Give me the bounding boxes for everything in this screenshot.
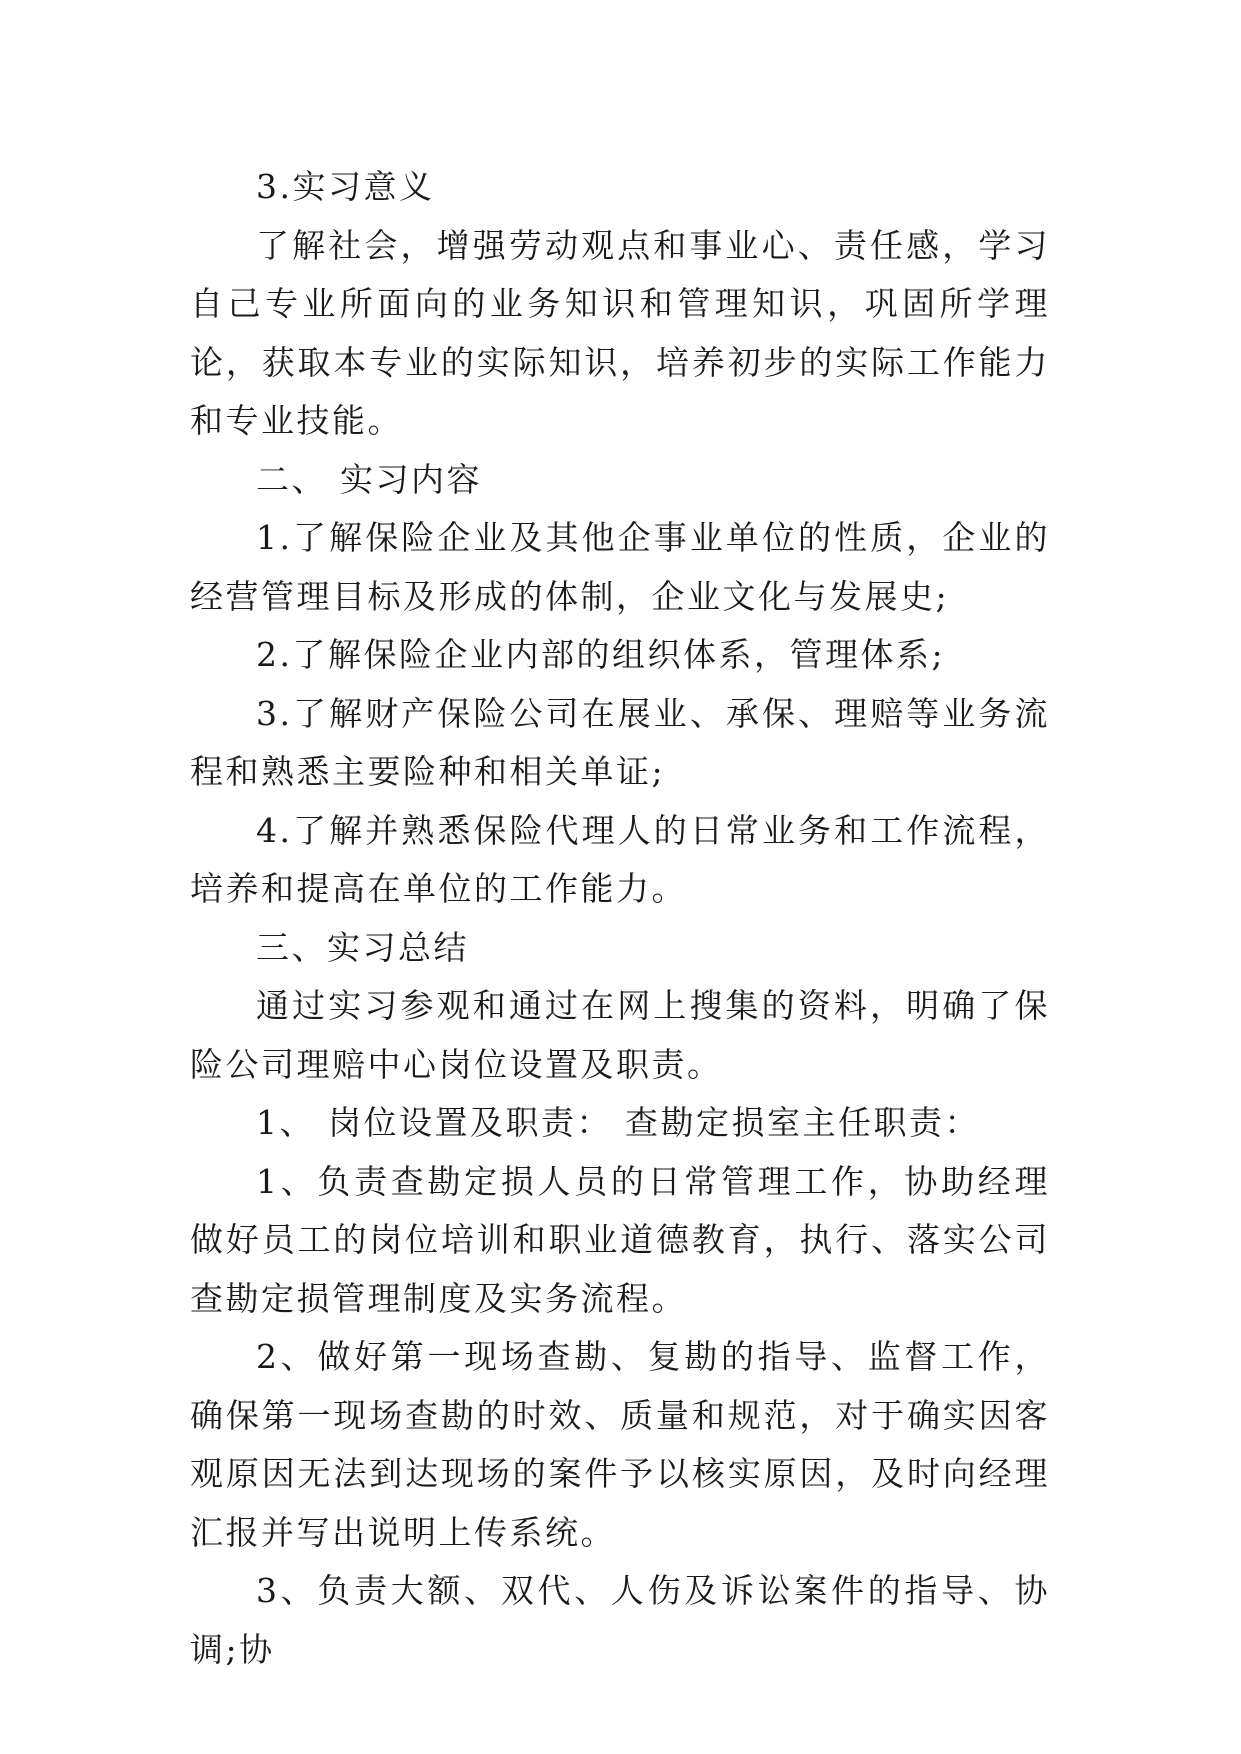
paragraph-summary-intro: 通过实习参观和通过在网上搜集的资料，明确了保险公司理赔中心岗位设置及职责。: [190, 986, 1050, 1084]
list-item-content-4: 4.了解并熟悉保险代理人的日常业务和工作流程，培养和提高在单位的工作能力。: [190, 810, 1050, 908]
subheading-positions: 1、 岗位设置及职责： 查勘定损室主任职责：: [256, 1103, 980, 1142]
list-item-content-2: 2.了解保险企业内部的组织体系，管理体系;: [256, 635, 946, 674]
section-heading-content: 二、 实习内容: [256, 459, 482, 499]
duty-item-3: 3、负责大额、双代、人伤及诉讼案件的指导、协调;协: [190, 1571, 1050, 1669]
paragraph-significance-text: 了解社会，增强劳动观点和事业心、责任感，学习自己专业所面向的业务知识和管理知识，巩固所学理论，获取本专业的实际知识，培养初步的实际工作能力和专业技能。: [190, 225, 1050, 440]
section-heading-summary: 三、实习总结: [256, 927, 469, 967]
list-item-content-3: 3.了解财产保险公司在展业、承保、理赔等业务流程和熟悉主要险种和相关单证;: [190, 693, 1050, 791]
section-heading-significance: 3.实习意义: [256, 167, 435, 206]
duty-item-2: 2、做好第一现场查勘、复勘的指导、监督工作，确保第一现场查勘的时效、质量和规范，对于确实因客观原因无法到达现场的案件予以核实原因，及时向经理汇报并写出说明上传系统。: [190, 1337, 1050, 1552]
document-body: [190, 158, 1050, 1679]
list-item-content-1: 1.了解保险企业及其他企事业单位的性质，企业的经营管理目标及形成的体制，企业文化与发展史;: [190, 518, 1050, 616]
duty-item-1: 1、负责查勘定损人员的日常管理工作，协助经理做好员工的岗位培训和职业道德教育，执行、落实公司查勘定损管理制度及实务流程。: [190, 1161, 1050, 1318]
